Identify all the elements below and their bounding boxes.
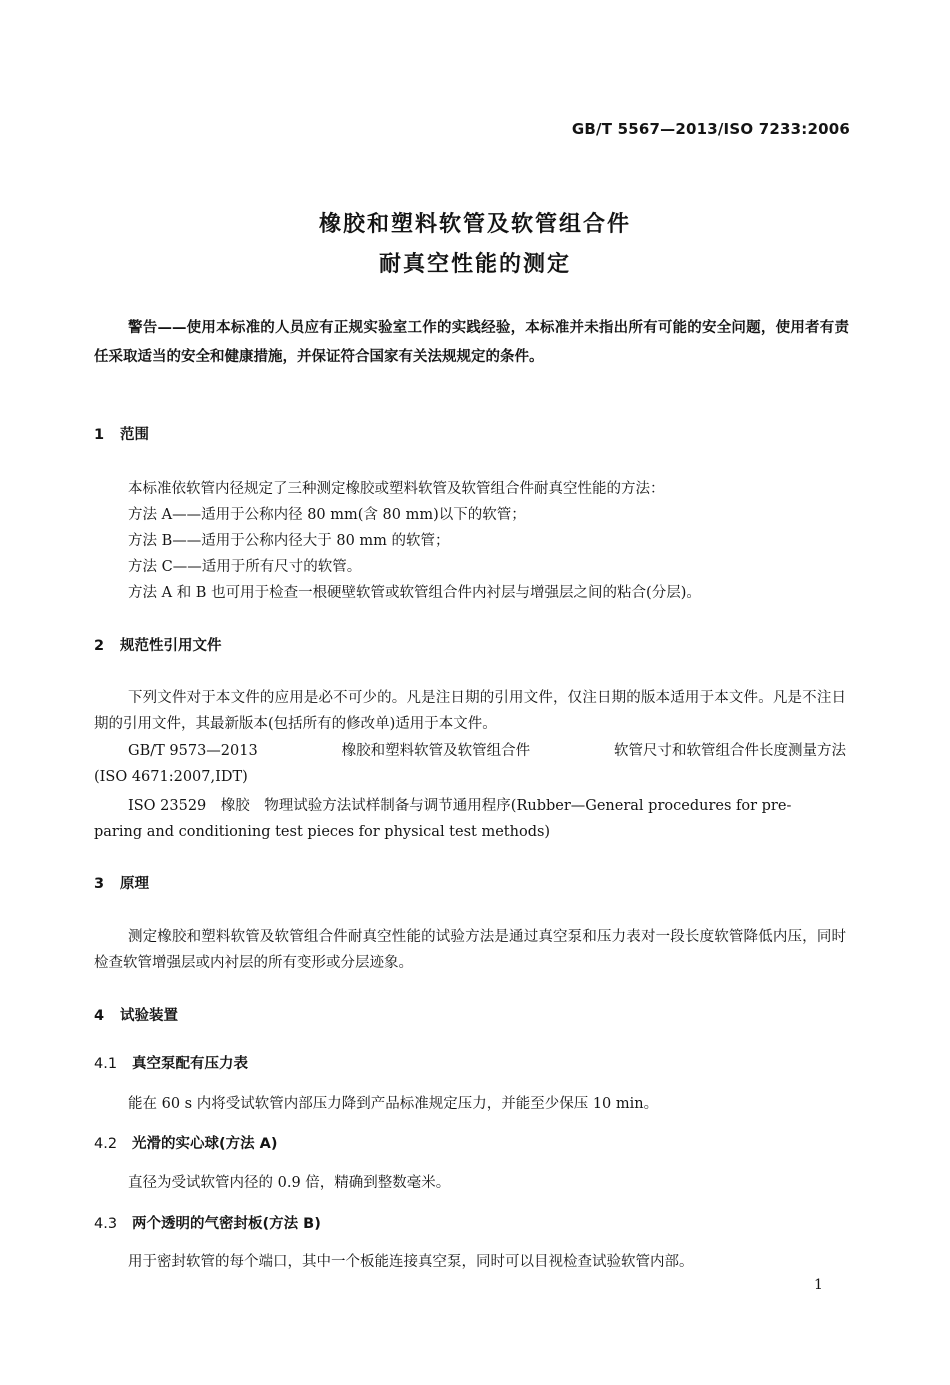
method-b-line: 方法 B——适用于公称内径大于 80 mm 的软管； [128, 533, 450, 549]
section-number: 1 [94, 427, 105, 443]
method-a-line: 方法 A——适用于公称内径 80 mm(含 80 mm)以下的软管； [128, 507, 526, 523]
section-title: 范围 [120, 427, 149, 443]
section-number: 3 [94, 876, 105, 892]
section-2-heading [94, 634, 222, 655]
warning-paragraph: 警告——使用本标准的人员应有正规实验室工作的实践经验，本标准并未指出所有可能的安全问题，使用者有责任采取适当的安全和健康措施，并保证符合国家有关法规规定的条件。 [94, 320, 849, 365]
subsection-4-3-heading [94, 1212, 321, 1233]
section-title: 原理 [120, 876, 149, 892]
references-intro: 下列文件对于本文件的应用是必不可少的。凡是注日期的引用文件，仅注日期的版本适用于本文件。凡是不注日期的引用文件，其最新版本(包括所有的修改单)适用于本文件。 [94, 690, 846, 732]
subsection-4-1-text: 能在 60 s 内将受试软管内部压力降到产品标准规定压力，并能至少保压 10 min。 [128, 1096, 659, 1112]
subsection-4-1-heading [94, 1052, 248, 1073]
section-title: 规范性引用文件 [120, 638, 222, 654]
title-line-1: 橡胶和塑料软管及软管组合件 [318, 212, 631, 237]
scope-intro: 本标准依软管内径规定了三种测定橡胶或塑料软管及软管组合件耐真空性能的方法： [128, 481, 665, 497]
principle-paragraph: 测定橡胶和塑料软管及软管组合件耐真空性能的试验方法是通过真空泵和压力表对一段长度软管降低内压，同时检查软管增强层或内衬层的所有变形或分层迹象。 [94, 929, 846, 971]
reference-gbt9573 [128, 738, 846, 764]
reference-iso23529-line-2: paring and conditioning test pieces for physical test methods) [94, 824, 551, 840]
subsection-4-3-text: 用于密封软管的每个端口，其中一个板能连接真空泵，同时可以目视检查试验软管内部。 [128, 1254, 694, 1270]
section-number: 2 [94, 638, 105, 654]
section-number: 4 [94, 1008, 105, 1024]
methods-note: 方法 A 和 B 也可用于检查一根硬壁软管或软管组合件内衬层与增强层之间的粘合(分层)。 [128, 585, 701, 601]
method-c-line: 方法 C——适用于所有尺寸的软管。 [128, 559, 362, 575]
section-title: 试验装置 [120, 1008, 178, 1024]
standard-code: GB/T 5567—2013/ISO 7233:2006 [571, 120, 850, 138]
subsection-title: 两个透明的气密封板(方法 B) [132, 1216, 321, 1232]
reference-iso23529-line-1: ISO 23529 橡胶 物理试验方法试样制备与调节通用程序(Rubber—General procedures for pre- [128, 798, 792, 814]
section-4-heading [94, 1004, 178, 1025]
subsection-number: 4.2 [94, 1136, 118, 1152]
reference-title: 橡胶和塑料软管及软管组合件 [341, 743, 531, 759]
subsection-number: 4.3 [94, 1216, 118, 1232]
section-3-heading [94, 872, 149, 893]
section-1-heading [94, 423, 149, 444]
reference-gbt9573-tail: (ISO 4671:2007,IDT) [94, 769, 248, 785]
subsection-4-2-heading [94, 1132, 278, 1153]
subsection-title: 真空泵配有压力表 [132, 1056, 248, 1072]
subsection-number: 4.1 [94, 1056, 118, 1072]
reference-description: 软管尺寸和软管组合件长度测量方法 [614, 743, 846, 759]
subsection-title: 光滑的实心球(方法 A) [132, 1136, 278, 1152]
page-number: 1 [814, 1277, 823, 1293]
title-line-2: 耐真空性能的测定 [378, 252, 571, 277]
reference-code: GB/T 9573—2013 [128, 743, 258, 759]
subsection-4-2-text: 直径为受试软管内径的 0.9 倍，精确到整数毫米。 [128, 1175, 451, 1191]
